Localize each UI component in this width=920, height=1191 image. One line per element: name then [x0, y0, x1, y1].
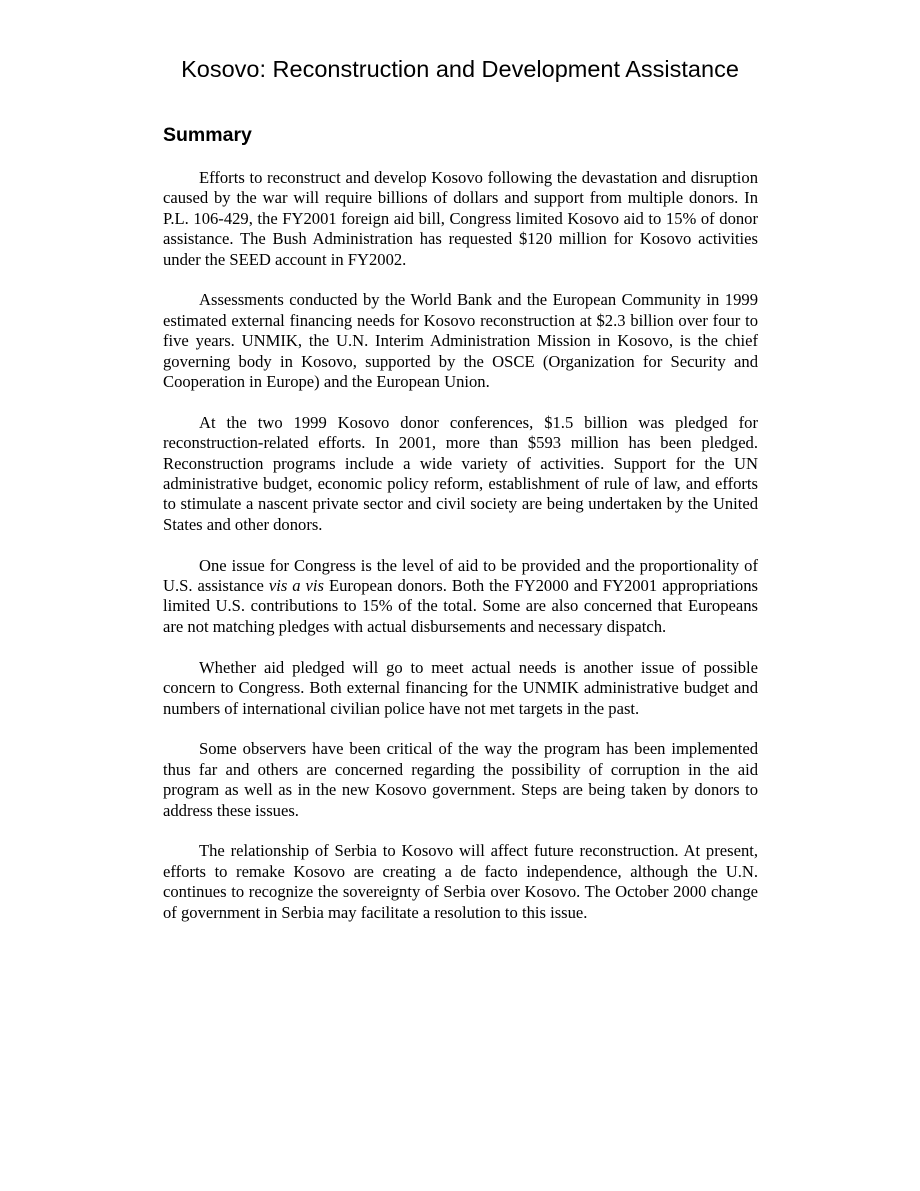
document-title: Kosovo: Reconstruction and Development Assistance — [181, 56, 739, 82]
paragraph-3: At the two 1999 Kosovo donor conferences, $1.5 billion was pledged for reconstruction-related efforts. In 2001, more than $593 million has been pledged. Reconstruction programs include a wide variety of activities. Support for the UN administrative budget, economic policy reform, establishment of rule of law, and efforts to stimulate a nascent private sector and civil society are being undertaken by the United States and other donors. — [163, 412, 758, 534]
paragraph-5: Whether aid pledged will go to meet actual needs is another issue of possible concern to Congress. Both external financing for the UNMIK administrative budget and numbers of international civilian police have not met targets in the past. — [163, 657, 758, 718]
paragraph-4 — [163, 556, 758, 638]
section-heading-summary: Summary — [163, 124, 252, 146]
paragraph-2: Assessments conducted by the World Bank and the European Community in 1999 estimated external financing needs for Kosovo reconstruction at $2.3 billion over four to five years. UNMIK, the U.N. Interim Administration Mission in Kosovo, is the chief governing body in Kosovo, supported by the OSCE (Organization for Security and Cooperation in Europe) and the European Union. — [163, 290, 758, 392]
summary-body — [163, 168, 758, 943]
paragraph-4-italic-phrase: vis a vis — [268, 576, 324, 596]
paragraph-4-text-before: One issue for Congress is the level of aid to be provided and the proportionality of U.S. assistance — [163, 555, 758, 596]
paragraph-4-text-after: European donors. Both the FY2000 and FY2001 appropriations limited U.S. contributions to 15% of the total. Some are also concerned that Europeans are not matching pledges with actual disbursements and necessary dispatch. — [163, 576, 758, 636]
paragraph-7: The relationship of Serbia to Kosovo will affect future reconstruction. At present, efforts to remake Kosovo are creating a de facto independence, although the U.N. continues to recognize the sovereignty of Serbia over Kosovo. The October 2000 change of government in Serbia may facilitate a resolution to this issue. — [163, 841, 758, 922]
paragraph-1: Efforts to reconstruct and develop Kosovo following the devastation and disruption caused by the war will require billions of dollars and support from multiple donors. In P.L. 106-429, the FY2001 foreign aid bill, Congress limited Kosovo aid to 15% of donor assistance. The Bush Administration has requested $120 million for Kosovo activities under the SEED account in FY2002. — [163, 168, 758, 269]
paragraph-6: Some observers have been critical of the way the program has been implemented thus far and others are concerned regarding the possibility of corruption in the aid program as well as in the new Kosovo government. Steps are being taken by donors to address these issues. — [163, 739, 758, 820]
